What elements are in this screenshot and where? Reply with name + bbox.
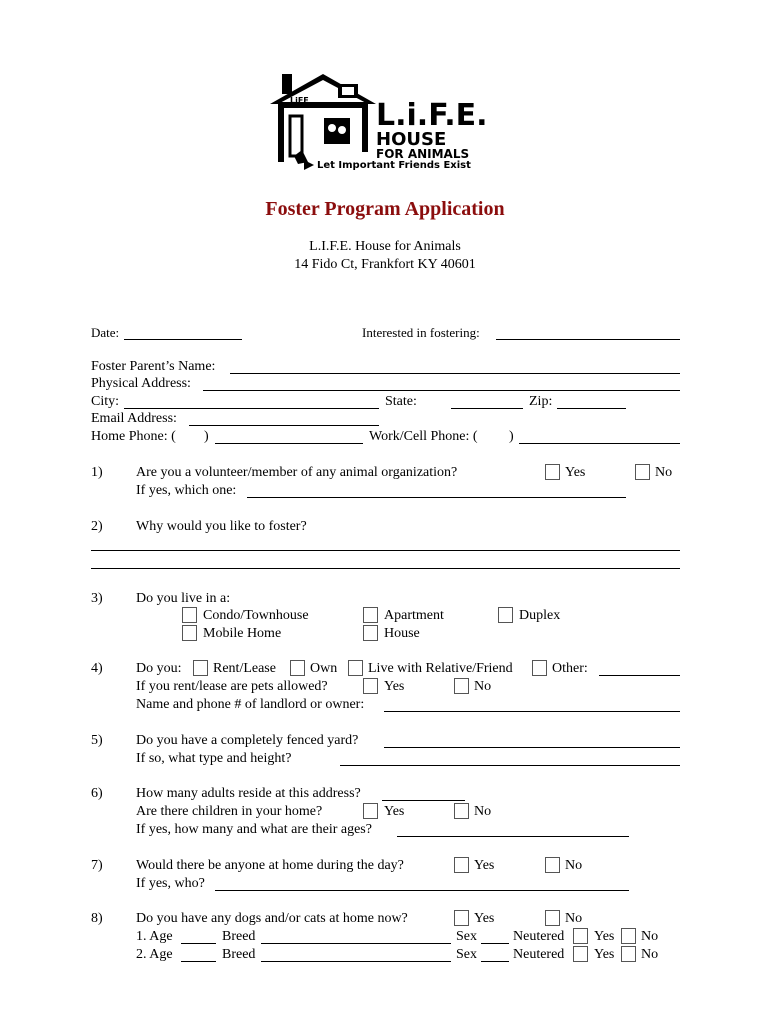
pet1-breed-label: Breed — [222, 929, 256, 944]
pet2-sex-label: Sex — [456, 947, 477, 962]
q4-relative-label: Live with Relative/Friend — [368, 661, 513, 676]
q4-relative-checkbox[interactable] — [348, 660, 363, 676]
foster-name-label: Foster Parent’s Name: — [91, 359, 216, 374]
state-field[interactable] — [451, 408, 523, 409]
logo-tiny-text: LiFE — [290, 96, 309, 105]
q7-no-label: No — [565, 858, 583, 873]
q4-no-label: No — [474, 679, 492, 694]
pet1-breed-field[interactable] — [261, 943, 451, 944]
q6-text: How many adults reside at this address? — [136, 786, 361, 801]
physical-address-label: Physical Address: — [91, 376, 191, 391]
q5-number: 5) — [91, 733, 103, 748]
city-field[interactable] — [124, 408, 379, 409]
q1-no-label: No — [655, 465, 673, 480]
pet1-sex-label: Sex — [456, 929, 477, 944]
logo-main-text: L.i.F.E. — [376, 98, 488, 133]
q6-children-label: Are there children in your home? — [136, 804, 323, 819]
q6-yes-label: Yes — [384, 804, 405, 819]
pet2-age-label: 2. Age — [136, 947, 173, 962]
q7-yes-checkbox[interactable] — [454, 857, 469, 873]
pet1-yes-label: Yes — [594, 929, 615, 944]
org-name: L.I.F.E. House for Animals — [309, 239, 461, 254]
q6-adults-field[interactable] — [382, 800, 465, 801]
logo-tagline — [304, 160, 471, 172]
work-phone-field[interactable] — [519, 443, 680, 444]
home-phone-field[interactable] — [215, 443, 363, 444]
q3-duplex-label: Duplex — [519, 608, 561, 623]
q4-yes-label: Yes — [384, 679, 405, 694]
q3-number: 3) — [91, 591, 103, 606]
pet2-neutered-yes-checkbox[interactable] — [573, 946, 588, 962]
pet1-neutered-no-checkbox[interactable] — [621, 928, 636, 944]
org-address: 14 Fido Ct, Frankfort KY 40601 — [294, 257, 476, 272]
work-phone-label: Work/Cell Phone: ( — [369, 429, 478, 444]
q6-ages-field[interactable] — [397, 836, 629, 837]
q4-rent-checkbox[interactable] — [193, 660, 208, 676]
q6-yes-checkbox[interactable] — [363, 803, 378, 819]
q6-number: 6) — [91, 786, 103, 801]
q1-yes-label: Yes — [565, 465, 586, 480]
pet2-sex-field[interactable] — [481, 961, 509, 962]
pet2-neutered-label: Neutered — [513, 947, 565, 962]
q7-yes-label: Yes — [474, 858, 495, 873]
foster-name-field[interactable] — [230, 373, 680, 374]
pet2-yes-label: Yes — [594, 947, 615, 962]
pet1-neutered-yes-checkbox[interactable] — [573, 928, 588, 944]
q3-mobile-home-label: Mobile Home — [203, 626, 282, 641]
q4-other-field[interactable] — [599, 675, 680, 676]
email-field[interactable] — [189, 425, 379, 426]
q4-text: Do you: — [136, 661, 182, 676]
q3-condo-label: Condo/Townhouse — [203, 608, 309, 623]
q2-answer-line-2[interactable] — [91, 568, 680, 569]
q8-yes-checkbox[interactable] — [454, 910, 469, 926]
q2-text: Why would you like to foster? — [136, 519, 307, 534]
q7-no-checkbox[interactable] — [545, 857, 560, 873]
pet2-no-label: No — [641, 947, 659, 962]
page-title: Foster Program Application — [265, 198, 505, 220]
pet2-breed-field[interactable] — [261, 961, 451, 962]
q5-text: Do you have a completely fenced yard? — [136, 733, 359, 748]
q8-yes-label: Yes — [474, 911, 495, 926]
pet2-neutered-no-checkbox[interactable] — [621, 946, 636, 962]
pet1-sex-field[interactable] — [481, 943, 509, 944]
q6-no-label: No — [474, 804, 492, 819]
q8-text: Do you have any dogs and/or cats at home now? — [136, 911, 408, 926]
q4-pets-allowed-label: If you rent/lease are pets allowed? — [136, 679, 328, 694]
q6-ages-label: If yes, how many and what are their ages? — [136, 822, 372, 837]
q4-rent-label: Rent/Lease — [213, 661, 276, 676]
q1-text: Are you a volunteer/member of any animal organization? — [136, 465, 458, 480]
interested-field[interactable] — [496, 339, 680, 340]
pet1-age-field[interactable] — [181, 943, 216, 944]
q3-house-label: House — [384, 626, 420, 641]
paw-icon — [304, 160, 314, 170]
date-label: Date: — [91, 325, 120, 340]
logo — [268, 72, 508, 172]
q5-follow-label: If so, what type and height? — [136, 751, 292, 766]
q2-answer-line-1[interactable] — [91, 550, 680, 551]
state-label: State: — [385, 394, 417, 409]
email-label: Email Address: — [91, 411, 177, 426]
q6-no-checkbox[interactable] — [454, 803, 469, 819]
date-field[interactable] — [124, 339, 242, 340]
q4-yes-checkbox[interactable] — [363, 678, 378, 694]
q3-condo-checkbox[interactable] — [182, 607, 197, 623]
physical-address-field[interactable] — [203, 390, 680, 391]
q4-other-checkbox[interactable] — [532, 660, 547, 676]
pet1-neutered-label: Neutered — [513, 929, 565, 944]
q1-number: 1) — [91, 465, 103, 480]
tagline-text: Let Important Friends Exist — [317, 160, 471, 171]
home-phone-label: Home Phone: ( — [91, 429, 176, 444]
q3-mobile-home-checkbox[interactable] — [182, 625, 197, 641]
work-phone-paren: ) — [509, 429, 514, 444]
q4-no-checkbox[interactable] — [454, 678, 469, 694]
q3-duplex-checkbox[interactable] — [498, 607, 513, 623]
home-phone-paren: ) — [204, 429, 209, 444]
logo-animals-text: FOR ANIMALS — [376, 147, 470, 161]
q3-text: Do you live in a: — [136, 591, 231, 606]
q1-follow-field[interactable] — [247, 497, 626, 498]
pet2-breed-label: Breed — [222, 947, 256, 962]
q3-house-checkbox[interactable] — [363, 625, 378, 641]
q4-number: 4) — [91, 661, 103, 676]
q4-own-label: Own — [310, 661, 338, 676]
pet2-age-field[interactable] — [181, 961, 216, 962]
q7-number: 7) — [91, 858, 103, 873]
q4-landlord-field[interactable] — [384, 711, 680, 712]
q7-follow-field[interactable] — [215, 890, 629, 891]
q2-number: 2) — [91, 519, 103, 534]
house-logo-icon — [268, 72, 378, 172]
q5-field[interactable] — [384, 747, 680, 748]
q4-own-checkbox[interactable] — [290, 660, 305, 676]
q4-other-label: Other: — [552, 661, 588, 676]
q8-number: 8) — [91, 911, 103, 926]
q8-no-label: No — [565, 911, 583, 926]
pet1-age-label: 1. Age — [136, 929, 173, 944]
q1-follow-label: If yes, which one: — [136, 483, 237, 498]
q8-no-checkbox[interactable] — [545, 910, 560, 926]
q7-follow-label: If yes, who? — [136, 876, 205, 891]
q4-landlord-label: Name and phone # of landlord or owner: — [136, 697, 365, 712]
zip-field[interactable] — [557, 408, 626, 409]
q1-yes-checkbox[interactable] — [545, 464, 560, 480]
city-label: City: — [91, 394, 120, 409]
zip-label: Zip: — [529, 394, 553, 409]
q3-apartment-checkbox[interactable] — [363, 607, 378, 623]
interested-label: Interested in fostering: — [362, 325, 480, 340]
q7-text: Would there be anyone at home during the day? — [136, 858, 404, 873]
pet1-no-label: No — [641, 929, 659, 944]
q3-apartment-label: Apartment — [384, 608, 444, 623]
q1-no-checkbox[interactable] — [635, 464, 650, 480]
q5-follow-field[interactable] — [340, 765, 680, 766]
logo-house-text: HOUSE — [376, 129, 447, 150]
